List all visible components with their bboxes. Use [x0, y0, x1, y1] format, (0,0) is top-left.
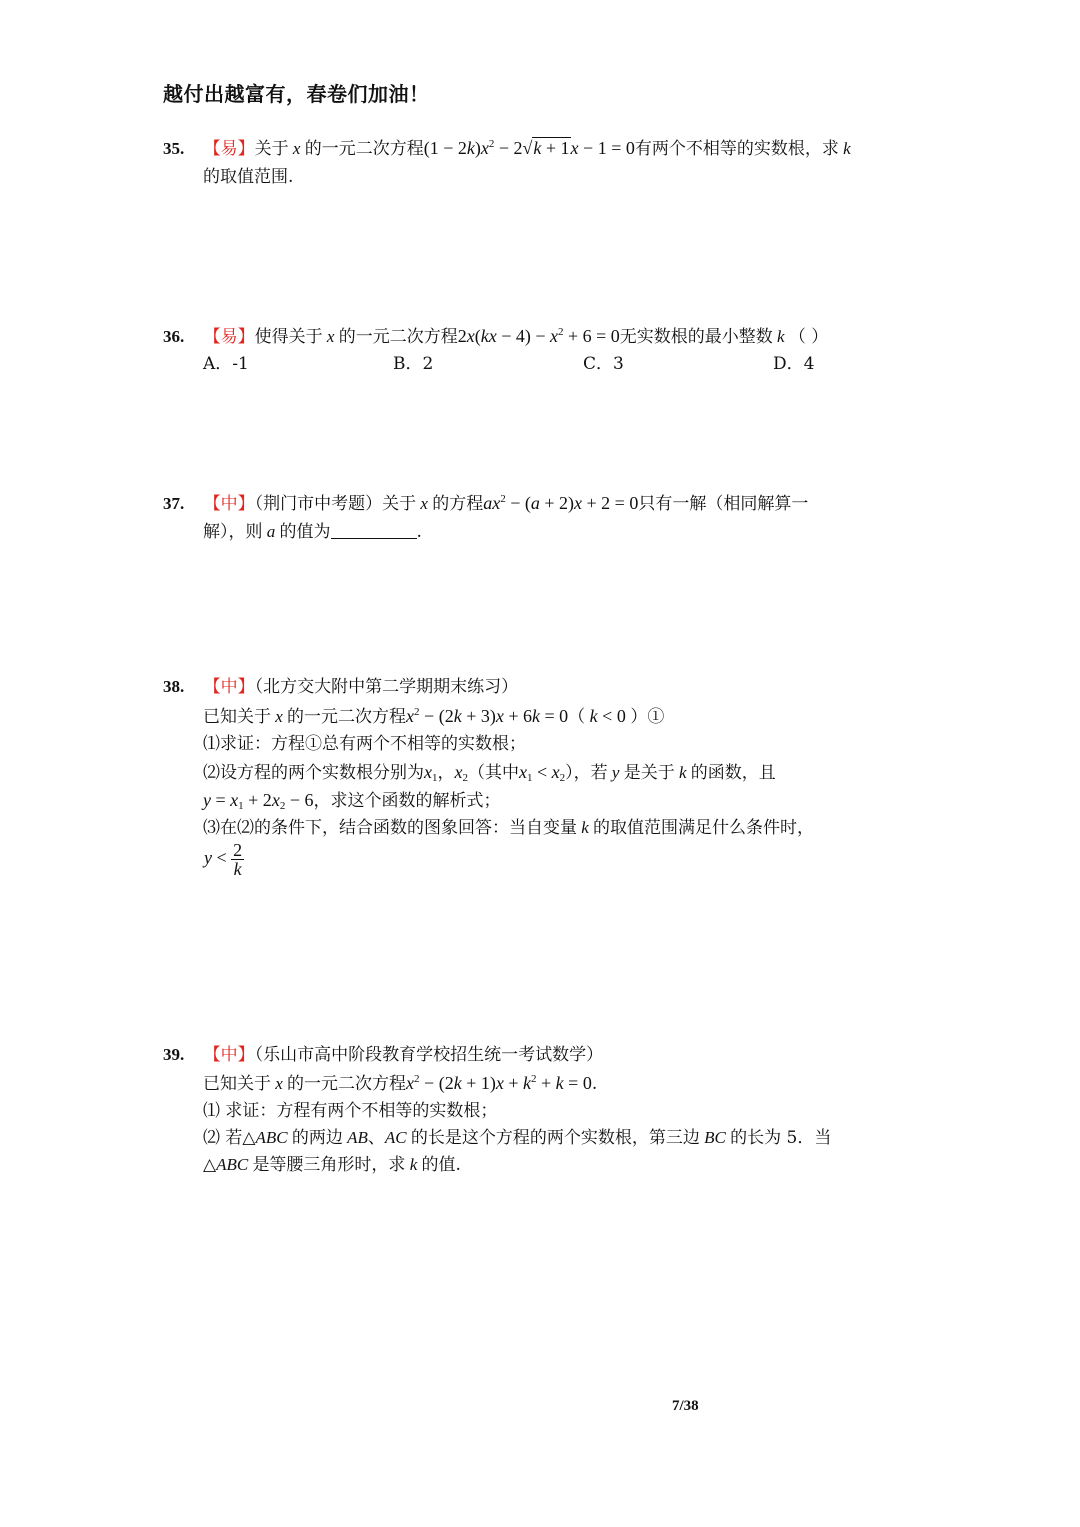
page-header: 越付出越富有，春卷们加油！ — [163, 82, 430, 106]
difficulty-tag: 【中】 — [203, 1045, 255, 1065]
difficulty-tag: 【易】 — [203, 327, 255, 347]
question-38-part-3: ⑶在⑵的条件下，结合函数的图象回答：当自变量 k 的取值范围满足什么条件时， — [203, 818, 815, 838]
answer-paren: （ ） — [788, 327, 829, 347]
question-38-part-2-cont: $y = x_1 + 2x_2 - 6$，求这个函数的解析式； — [203, 790, 501, 812]
question-number: 38. — [163, 677, 185, 696]
question-38-line-2: 已知关于 x 的一元二次方程$x^2 - (2k + 3)x + 6k = 0$（ k < 0 ）① — [203, 706, 665, 727]
option-d: D．4 — [773, 354, 815, 374]
question-39-part-2: ⑵ 若△ABC 的两边 AB、AC 的长是这个方程的两个实数根，第三边 BC 的长为 5．当 — [203, 1128, 832, 1148]
question-number: 36. — [163, 327, 185, 346]
function-equation: $y = x_1 + 2x_2 - 6$ — [203, 790, 314, 812]
option-c: C．3 — [583, 354, 624, 374]
question-37-line-2: 解），则 a 的值为 . — [203, 522, 422, 542]
equation: $(1 - 2k)x^2 - 2√k + 1x - 1 = 0$ — [423, 138, 635, 158]
equation: $x^2 - (2k + 1)x + k^2 + k = 0$ — [406, 1073, 592, 1093]
inequality: y < $\frac{2}{k}$ — [204, 840, 243, 879]
question-38-line-1: 38. 【中】（北方交大附中第二学期期末练习） — [163, 677, 519, 697]
question-number: 39. — [163, 1045, 185, 1064]
equation: $x^2 - (2k + 3)x + 6k = 0$ — [406, 706, 569, 726]
question-36-line-1: 36. 【易】使得关于 x 的一元二次方程$2x(kx - 4) - x^2 + 6 = 0$无实数根的最小整数 k （ ） — [163, 326, 829, 347]
question-35-line-1: 35. 【易】关于 x 的一元二次方程$(1 - 2k)x^2 - 2√k + 1x - 1 = 0$有两个不相等的实数根，求 k — [163, 138, 851, 159]
question-38-part-1: ⑴求证：方程①总有两个不相等的实数根； — [203, 734, 526, 754]
question-39-line-1: 39. 【中】（乐山市高中阶段教育学校招生统一考试数学） — [163, 1045, 604, 1065]
difficulty-tag: 【中】 — [203, 494, 255, 514]
equation: $2x(kx - 4) - x^2 + 6 = 0$ — [457, 326, 620, 346]
question-38-part-2: ⑵设方程的两个实数根分别为$x_1$，$x_2$（其中$x_1 < x_2$），若 y 是关于 k 的函数，且 — [203, 762, 776, 784]
question-39-part-2-cont: △ABC 是等腰三角形时，求 k 的值. — [203, 1155, 461, 1175]
difficulty-tag: 【易】 — [203, 139, 255, 159]
question-number: 35. — [163, 139, 185, 158]
question-39-line-2: 已知关于 x 的一元二次方程$x^2 - (2k + 1)x + k^2 + k = 0$. — [203, 1073, 598, 1094]
question-37-line-1: 37. 【中】（荆门市中考题）关于 x 的方程$ax^2 - (a + 2)x + 2 = 0$只有一解（相同解算一 — [163, 493, 809, 514]
question-39-part-1: ⑴ 求证：方程有两个不相等的实数根； — [203, 1101, 498, 1121]
question-35-line-2: 的取值范围. — [203, 167, 294, 187]
question-number: 37. — [163, 494, 185, 513]
page-number: 7/38 — [672, 1398, 699, 1414]
difficulty-tag: 【中】 — [203, 677, 255, 697]
option-b: B．2 — [393, 354, 434, 374]
answer-blank — [331, 522, 417, 539]
equation: $ax^2 - (a + 2)x + 2 = 0$ — [483, 493, 639, 513]
option-a: A．-1 — [203, 354, 249, 374]
